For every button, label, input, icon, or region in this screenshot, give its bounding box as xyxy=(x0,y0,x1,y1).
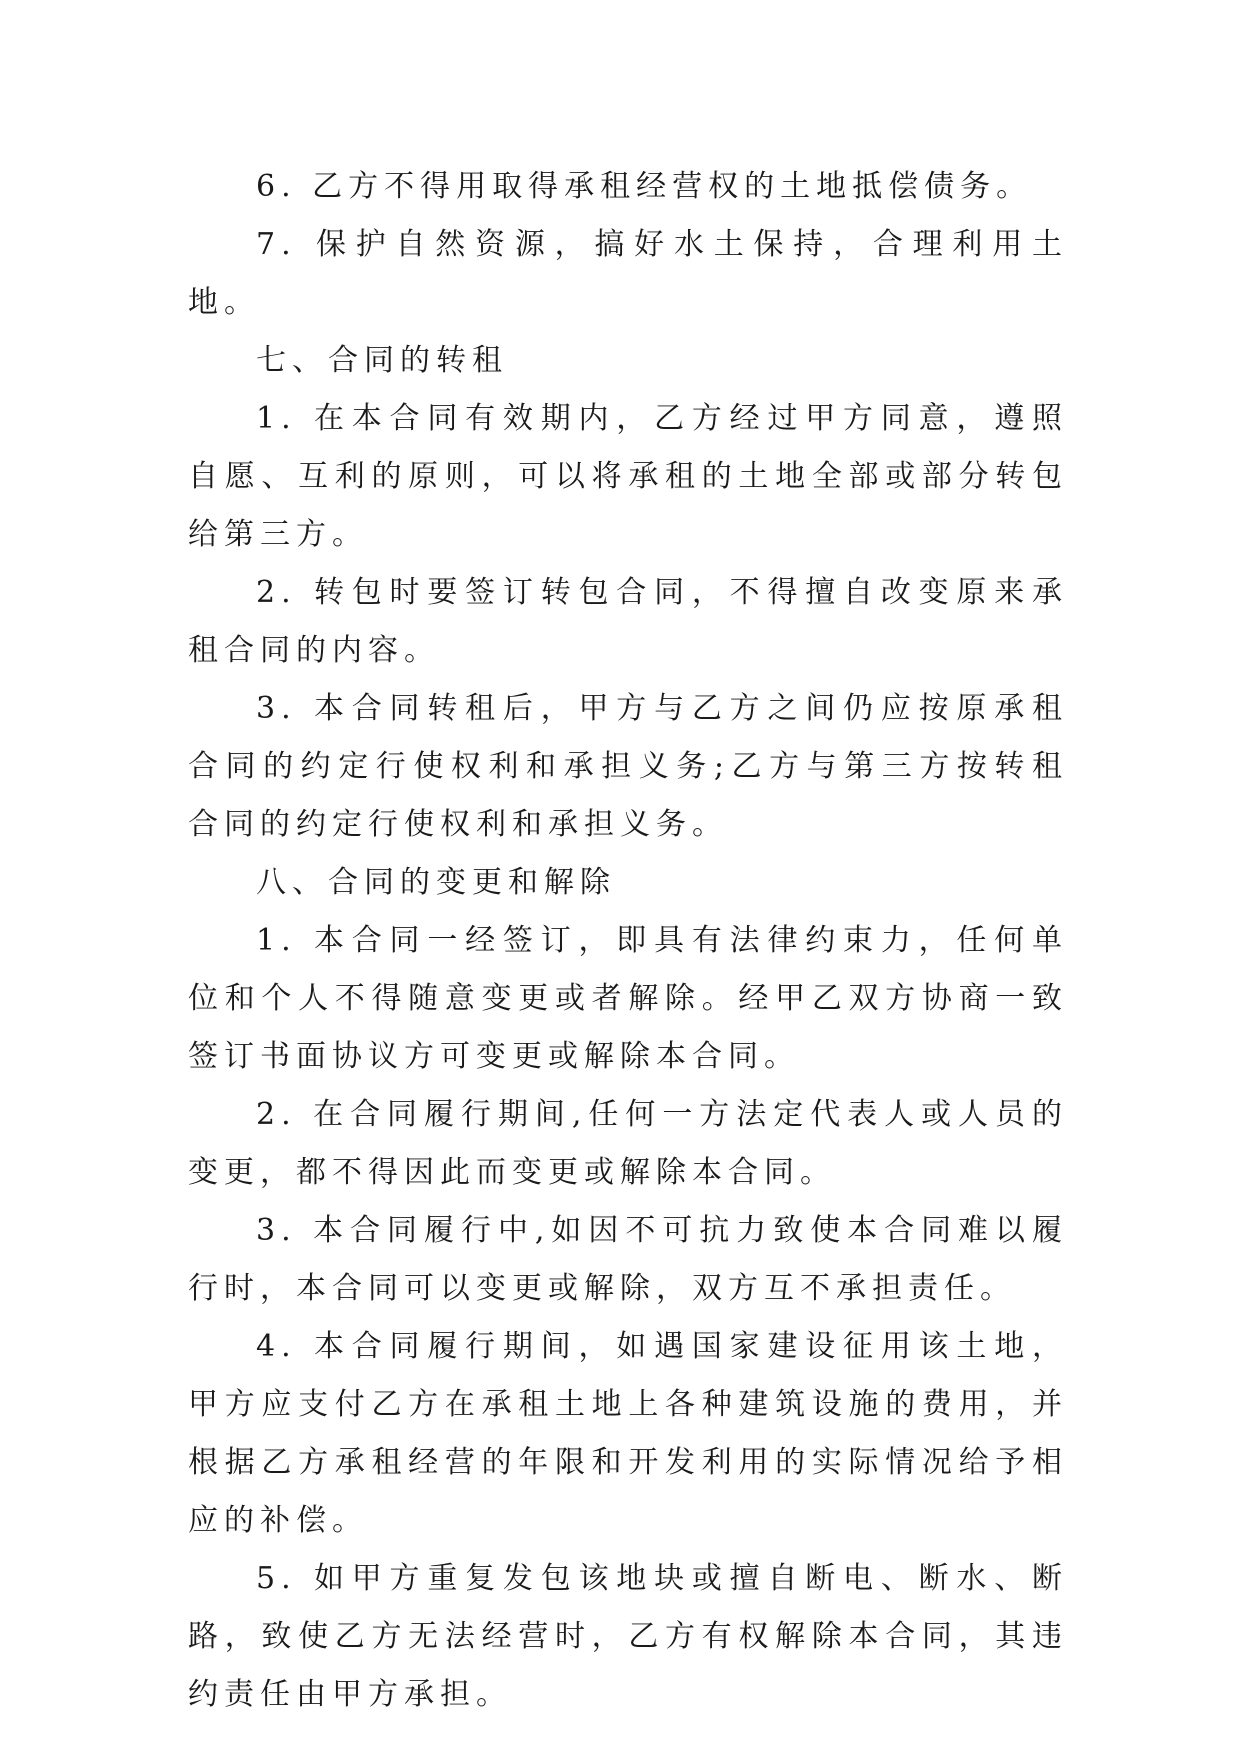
clause-7-1: 1. 在本合同有效期内，乙方经过甲方同意，遵照自愿、互利的原则，可以将承租的土地全部或部分转包给第三方。 xyxy=(188,401,1068,552)
document-body xyxy=(188,158,1068,1724)
clause-7-2: 2. 转包时要签订转包合同，不得擅自改变原来承租合同的内容。 xyxy=(188,575,1068,668)
clause-7-3: 3. 本合同转租后，甲方与乙方之间仍应按原承租合同的约定行使权利和承担义务;乙方与第三方按转租合同的约定行使权利和承担义务。 xyxy=(188,691,1068,842)
section-heading-8: 八、合同的变更和解除 xyxy=(256,865,616,900)
clause-8-1: 1. 本合同一经签订，即具有法律约束力，任何单位和个人不得随意变更或者解除。经甲乙双方协商一致签订书面协议方可变更或解除本合同。 xyxy=(188,923,1068,1074)
clause-6-1: 6. 乙方不得用取得承租经营权的土地抵偿债务。 xyxy=(256,169,1033,204)
clause-8-5: 5. 如甲方重复发包该地块或擅自断电、断水、断路，致使乙方无法经营时，乙方有权解除本合同，其违约责任由甲方承担。 xyxy=(188,1561,1068,1712)
section-heading-7: 七、合同的转租 xyxy=(256,343,508,378)
clause-8-3: 3. 本合同履行中,如因不可抗力致使本合同难以履行时，本合同可以变更或解除，双方互不承担责任。 xyxy=(188,1213,1068,1306)
clause-8-2: 2. 在合同履行期间,任何一方法定代表人或人员的变更，都不得因此而变更或解除本合同。 xyxy=(188,1097,1068,1190)
clause-6-2: 7. 保护自然资源，搞好水土保持，合理利用土地。 xyxy=(188,227,1068,320)
clause-8-4: 4. 本合同履行期间，如遇国家建设征用该土地，甲方应支付乙方在承租土地上各种建筑设施的费用，并根据乙方承租经营的年限和开发利用的实际情况给予相应的补偿。 xyxy=(188,1329,1068,1538)
